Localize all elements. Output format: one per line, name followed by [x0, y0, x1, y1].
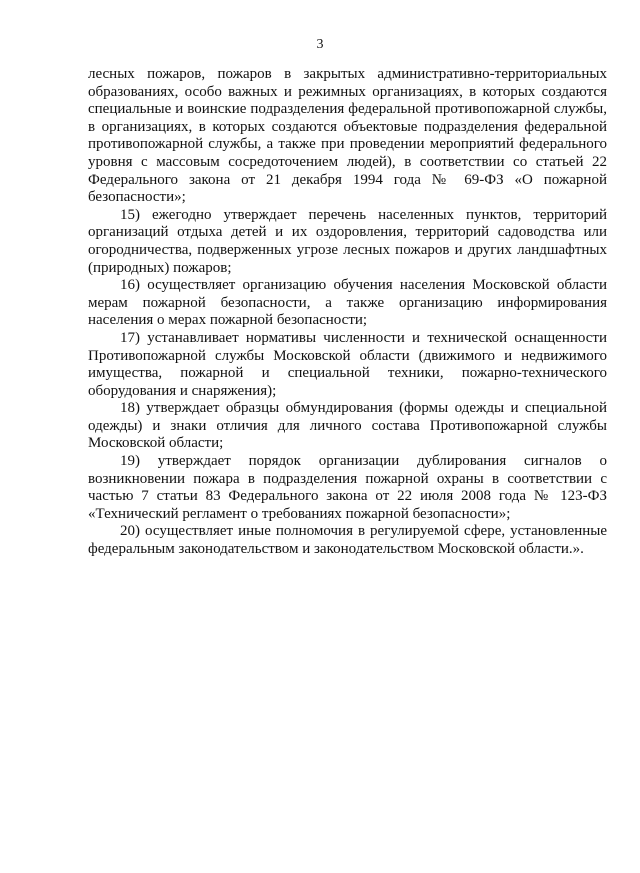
- paragraph-item-18: 18) утверждает образцы обмундирования (формы одежды и специальной одежды) и знаки отличия для личного состава Противопожарной службы Московской области;: [88, 400, 607, 452]
- body-text: [88, 66, 607, 559]
- paragraph-item-17: 17) устанавливает нормативы численности и технической оснащенности Противопожарной службы Московской области (движимого и недвижимого имущества, пожарной и специальной техники, пожарно-технического оборудования и снаряжения);: [88, 329, 607, 399]
- paragraph-item-19: 19) утверждает порядок организации дублирования сигналов о возникновении пожара в подразделения пожарной охраны в соответствии с частью 7 статьи 83 Федерального закона от 22 июля 2008 года № 123-ФЗ «Технический регламент о требованиях пожарной безопасности»;: [88, 453, 607, 522]
- page-number: 3: [316, 37, 324, 52]
- paragraph-continuation: лесных пожаров, пожаров в закрытых административно-территориальных образованиях, особо важных и режимных организациях, в которых создаются специальные и воинские подразделения федеральной противопожарной службы, в организациях, в которых создаются объектовые подразделения федеральной противопожарной службы, а также при проведении мероприятий федерального уровня с массовым сосредоточением людей), в соответствии со статьей 22 Федерального закона от 21 декабря 1994 года № 69-ФЗ «О пожарной безопасности»;: [88, 66, 607, 206]
- paragraph-item-16: 16) осуществляет организацию обучения населения Московской области мерам пожарной безопасности, а также организацию информирования населения о мерах пожарной безопасности;: [88, 277, 607, 329]
- paragraph-item-20: 20) осуществляет иные полномочия в регулируемой сфере, установленные федеральным законодательством и законодательством Московской области.».: [88, 523, 607, 558]
- paragraph-item-15: 15) ежегодно утверждает перечень населенных пунктов, территорий организаций отдыха детей и их оздоровления, территорий садоводства или огородничества, подверженных угрозе лесных пожаров и других ландшафтных (природных) пожаров;: [88, 206, 607, 276]
